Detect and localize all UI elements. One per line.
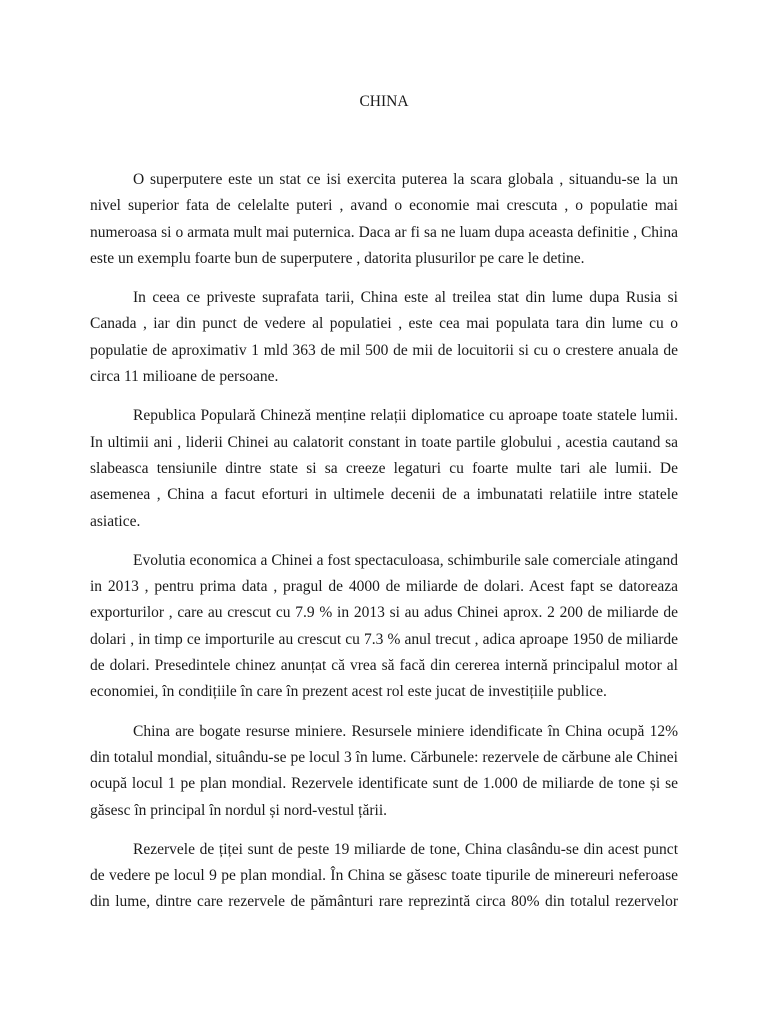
paragraph-diplomatic-relations: Republica Populară Chineză menține relații diplomatice cu aproape toate statele lumii. In ultimii ani , liderii Chinei au calatorit constant in toate partile globului , acestia cautand sa slabeasca tensiunile dintre state si sa creeze legaturi cu foarte multe tari ale lumii. De asemenea , China a facut eforturi in ultimele decenii de a imbunatati relatiile intre statele asiatice.	[90, 407, 678, 530]
document-title: CHINA	[359, 93, 409, 110]
paragraph-economic-evolution: Evolutia economica a Chinei a fost spectaculoasa, schimburile sale comerciale atingand in 2013 , pentru prima data , pragul de 4000 de miliarde de dolari. Acest fapt se datoreaza exporturilor , care au crescut cu 7.9 % in 2013 si au adus Chinei aprox. 2 200 de miliarde de dolari , in timp ce importurile au crescut cu 7.3 % anul trecut , adica aproape 1950 de miliarde de dolari. Presedintele chinez anunțat că vrea să facă din cererea internă principalul motor al economiei, în condițiile în care în prezent acest rol este jucat de investițiile publice.	[90, 551, 678, 701]
document-page	[90, 0, 678, 1024]
paragraph-area-population: In ceea ce priveste suprafata tarii, China este al treilea stat din lume dupa Rusia si Canada , iar din punct de vedere al populatiei , este cea mai populata tara din lume cu o populatie de aproximativ 1 mld 363 de mil 500 de mii de locuitorii si cu o crestere anuala de circa 11 milioane de persoane.	[90, 289, 678, 386]
paragraph-mineral-resources: China are bogate resurse miniere. Resursele miniere idendificate în China ocupă 12% din totalul mondial, situându-se pe locul 3 în lume. Cărbunele: rezervele de cărbune ale Chinei ocupă locul 1 pe plan mondial. Rezervele identificate sunt de 1.000 de miliarde de tone și se găsesc în principal în nordul și nord-vestul țării.	[90, 722, 678, 819]
paragraph-superpower-definition: O superputere este un stat ce isi exercita puterea la scara globala , situandu-se la un nivel superior fata de celelalte puteri , avand o economie mai crescuta , o populatie mai numeroasa si o armata mult mai puternica. Daca ar fi sa ne luam dupa aceasta definitie , China este un exemplu foarte bun de superputere , datorita plusurilor pe care le detine.	[90, 171, 678, 267]
paragraph-oil-reserves: Rezervele de țiței sunt de peste 19 miliarde de tone, China clasându-se din acest punct de vedere pe locul 9 pe plan mondial. În China se găsesc toate tipurile de minereuri neferoase din lume, dintre care rezervele de pământuri rare reprezintă circa 80% din totalul rezervelor	[90, 840, 678, 911]
document-body	[90, 167, 678, 929]
